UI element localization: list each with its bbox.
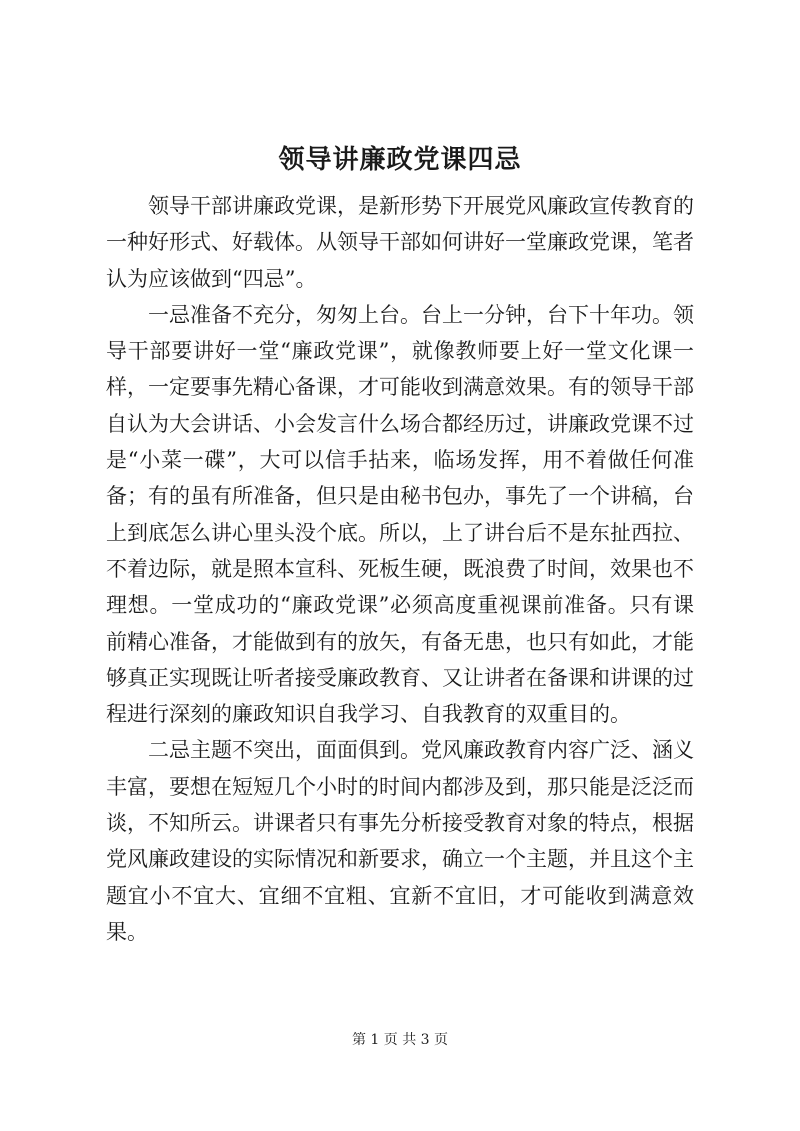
paragraph-first-taboo: 一忌准备不充分，匆匆上台。台上一分钟，台下十年功。领导干部要讲好一堂“廉政党课”，就像教师要上好一堂文化课一样，一定要事先精心备课，才可能收到满意效果。有的领导干部自认为大会讲话、小会发言什么场合都经历过，讲廉政党课不过是“小菜一碟”，大可以信手拈来，临场发挥，用不着做任何准备；有的虽有所准备，但只是由秘书包办，事先了一个讲稿，台上到底怎么讲心里头没个底。所以，上了讲台后不是东扯西拉、不着边际，就是照本宣科、死板生硬，既浪费了时间，效果也不理想。一堂成功的“廉政党课”必须高度重视课前准备。只有课前精心准备，才能做到有的放矢，有备无患，也只有如此，才能够真正实现既让听者接受廉政教育、又让讲者在备课和讲课的过程进行深刻的廉政知识自我学习、自我教育的双重目的。 (106, 302, 694, 727)
paragraph-second-taboo: 二忌主题不突出，面面俱到。党风廉政教育内容广泛、涵义丰富，要想在短短几个小时的时间内都涉及到，那只能是泛泛而谈，不知所云。讲课者只有事先分析接受教育对象的特点，根据党风廉政建设的实际情况和新要求，确立一个主题，并且这个主题宜小不宜大、宜细不宜粗、宜新不宜旧，才可能收到满意效果。 (106, 738, 694, 944)
paragraph-intro: 领导干部讲廉政党课，是新形势下开展党风廉政宣传教育的一种好形式、好载体。从领导干部如何讲好一堂廉政党课，笔者认为应该做到“四忌”。 (106, 194, 694, 291)
page-footer: 第 1 页 共 3 页 (351, 1032, 449, 1048)
document-body (106, 188, 694, 950)
page-title: 领导讲廉政党课四忌 (278, 145, 522, 175)
